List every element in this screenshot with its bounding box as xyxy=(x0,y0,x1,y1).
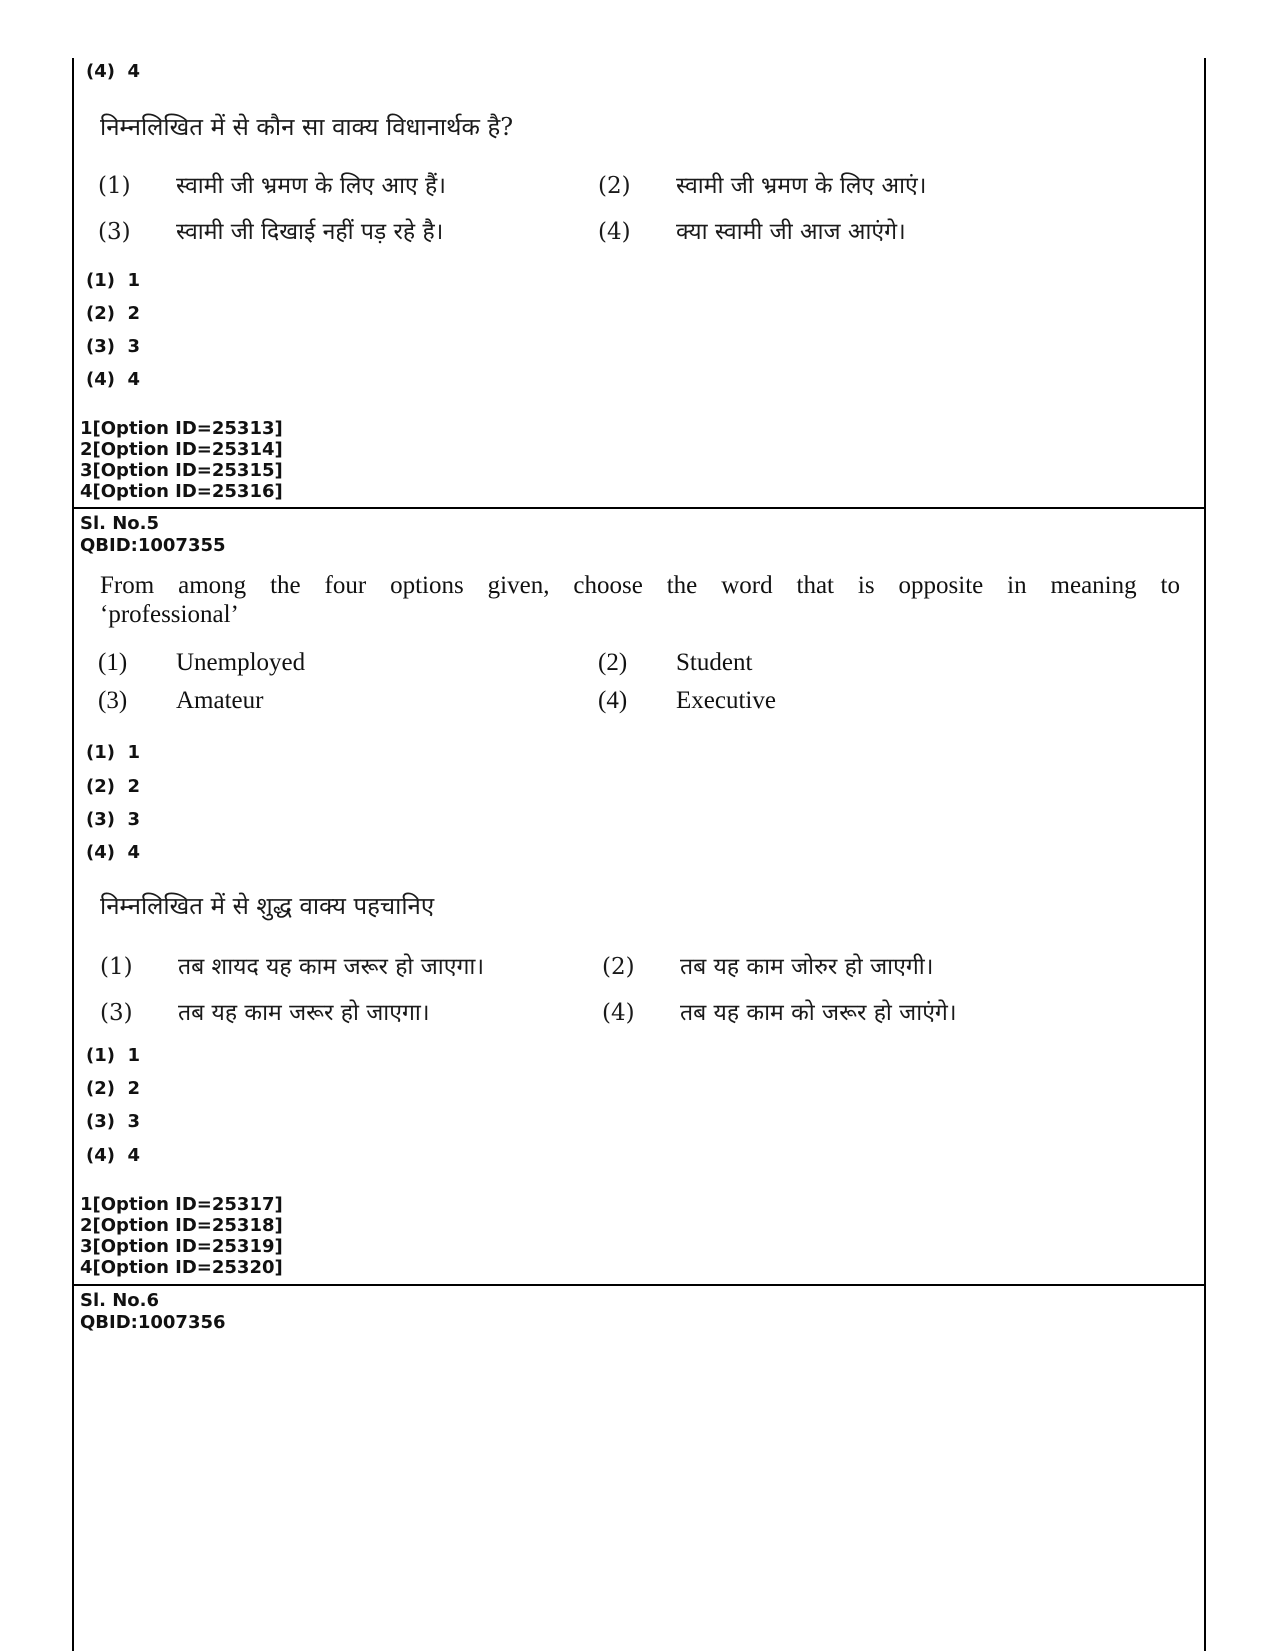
option-number: (3) xyxy=(98,687,128,714)
option-text: तब यह काम जरूर हो जाएगा। xyxy=(178,1000,430,1026)
answer-choice: (4) 4 xyxy=(86,369,141,390)
option-text: Unemployed xyxy=(176,649,306,676)
question-paper-frame xyxy=(72,58,1206,1651)
option-text: तब यह काम को जरूर हो जाएंगे। xyxy=(680,1000,957,1026)
answer-choice: (3) 3 xyxy=(86,809,141,830)
option-number: (1) xyxy=(98,173,131,199)
option-number: (4) xyxy=(598,219,631,245)
option-text: क्या स्वामी जी आज आएंगे। xyxy=(676,219,906,245)
question-bank-id: QBID:1007356 xyxy=(80,1312,226,1333)
option-text: तब शायद यह काम जरूर हो जाएगा। xyxy=(178,954,485,980)
option-number: (3) xyxy=(98,219,131,245)
option-id: 3[Option ID=25315] xyxy=(80,460,283,481)
serial-number: Sl. No.6 xyxy=(80,1290,160,1311)
answer-choice: (3) 3 xyxy=(86,336,141,357)
question-bank-id: QBID:1007355 xyxy=(80,535,226,556)
serial-number: Sl. No.5 xyxy=(80,513,160,534)
option-id: 2[Option ID=25318] xyxy=(80,1215,283,1236)
option-2 xyxy=(598,649,752,677)
english-question-line-1: From among the four options given, choose the word that is opposite in meaning to xyxy=(100,572,1180,599)
option-text: Student xyxy=(676,649,753,676)
option-id: 1[Option ID=25313] xyxy=(80,418,283,439)
answer-choice: (4) 4 xyxy=(86,1145,141,1166)
option-text: स्वामी जी दिखाई नहीं पड़ रहे है। xyxy=(176,219,444,245)
answer-choice: (4) 4 xyxy=(86,842,141,863)
option-2 xyxy=(598,168,926,200)
answer-choice: (3) 3 xyxy=(86,1111,141,1132)
option-number: (1) xyxy=(98,649,128,676)
option-text: Amateur xyxy=(176,687,264,714)
answer-choice: (2) 2 xyxy=(86,1078,141,1099)
option-4 xyxy=(598,687,776,715)
option-number: (2) xyxy=(598,173,631,199)
option-3 xyxy=(98,214,443,246)
question-5 xyxy=(74,509,1204,1284)
answer-choice: (4) 4 xyxy=(86,61,141,82)
question-4-continuation xyxy=(74,58,1204,528)
option-1 xyxy=(98,649,305,677)
option-number: (4) xyxy=(602,1000,635,1026)
option-text: स्वामी जी भ्रमण के लिए आए हैं। xyxy=(176,173,446,199)
option-id: 3[Option ID=25319] xyxy=(80,1236,283,1257)
answer-choice: (2) 2 xyxy=(86,776,141,797)
option-3 xyxy=(98,687,263,715)
option-1 xyxy=(98,168,446,200)
option-text: स्वामी जी भ्रमण के लिए आएं। xyxy=(676,173,927,199)
answer-choice: (1) 1 xyxy=(86,270,141,291)
option-number: (2) xyxy=(602,954,635,980)
hindi-question-text: निम्नलिखित में से कौन सा वाक्य विधानार्थक है? xyxy=(100,113,514,141)
option-id: 2[Option ID=25314] xyxy=(80,439,283,460)
option-3 xyxy=(100,995,430,1027)
option-number: (2) xyxy=(598,649,628,676)
option-id: 4[Option ID=25316] xyxy=(80,481,283,502)
option-number: (1) xyxy=(100,954,133,980)
option-number: (4) xyxy=(598,687,628,714)
option-id: 4[Option ID=25320] xyxy=(80,1257,283,1278)
answer-choice: (2) 2 xyxy=(86,303,141,324)
option-text: Executive xyxy=(676,687,776,714)
english-question-line-2: ‘professional’ xyxy=(100,601,239,628)
answer-choice: (1) 1 xyxy=(86,1045,141,1066)
option-number: (3) xyxy=(100,1000,133,1026)
answer-choice: (1) 1 xyxy=(86,742,141,763)
option-4 xyxy=(602,995,957,1027)
option-1 xyxy=(100,949,484,981)
hindi-question-text: निम्नलिखित में से शुद्ध वाक्य पहचानिए xyxy=(100,892,435,920)
option-id: 1[Option ID=25317] xyxy=(80,1194,283,1215)
option-text: तब यह काम जोरुर हो जाएगी। xyxy=(680,954,934,980)
option-2 xyxy=(602,949,933,981)
question-6 xyxy=(74,1286,1204,1646)
option-4 xyxy=(598,214,906,246)
